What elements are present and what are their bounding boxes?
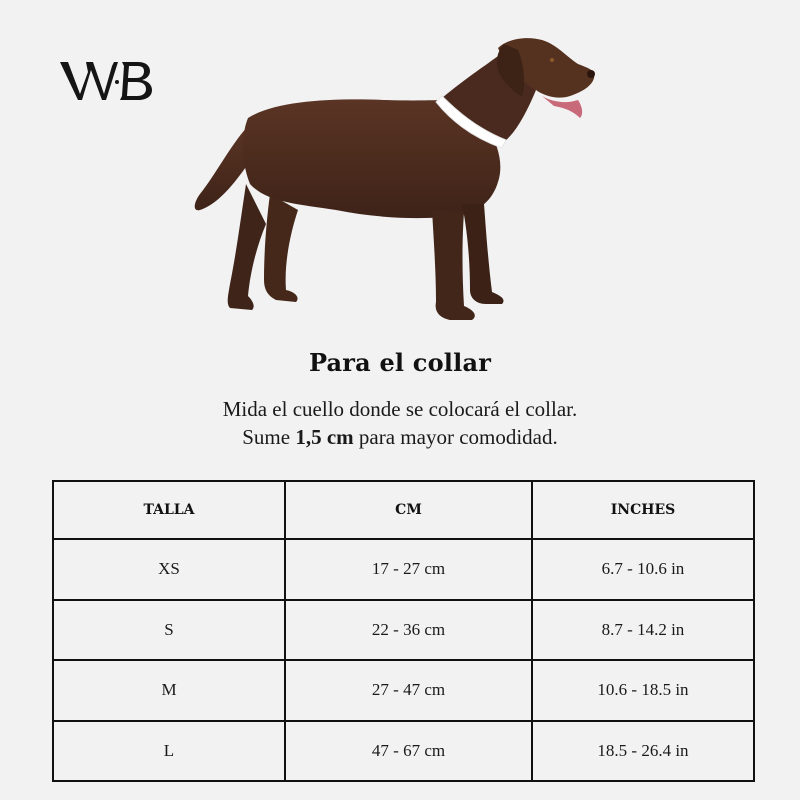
page-title: Para el collar <box>308 348 492 377</box>
instruction-suffix: para mayor comodidad. <box>353 425 558 449</box>
cell-cm: 27 - 47 cm <box>285 660 532 721</box>
cell-cm: 22 - 36 cm <box>285 600 532 661</box>
instruction-line-2 <box>0 423 800 451</box>
instruction-line-1: Mida el cuello donde se colocará el collar. <box>222 397 578 421</box>
wb-monogram-icon <box>58 56 154 104</box>
cell-size: XS <box>53 539 285 600</box>
header-cm: CM <box>285 481 532 539</box>
brand-logo <box>58 56 154 104</box>
instructions <box>0 395 800 451</box>
cell-cm: 47 - 67 cm <box>285 721 532 782</box>
table-row <box>53 539 754 600</box>
header-inches: INCHES <box>532 481 754 539</box>
instruction-prefix: Sume <box>242 425 296 449</box>
table-header-row <box>53 481 754 539</box>
cell-cm: 17 - 27 cm <box>285 539 532 600</box>
cell-size: L <box>53 721 285 782</box>
cell-inches: 18.5 - 26.4 in <box>532 721 754 782</box>
header-size: TALLA <box>53 481 285 539</box>
cell-inches: 8.7 - 14.2 in <box>532 600 754 661</box>
cell-inches: 6.7 - 10.6 in <box>532 539 754 600</box>
cell-size: M <box>53 660 285 721</box>
cell-inches: 10.6 - 18.5 in <box>532 660 754 721</box>
cell-size: S <box>53 600 285 661</box>
dog-illustration <box>186 34 598 326</box>
table-row <box>53 600 754 661</box>
table-row <box>53 660 754 721</box>
dog-with-collar-icon <box>186 34 598 326</box>
instruction-highlight: 1,5 cm <box>295 425 354 449</box>
table-row <box>53 721 754 782</box>
size-chart-table <box>52 480 755 782</box>
